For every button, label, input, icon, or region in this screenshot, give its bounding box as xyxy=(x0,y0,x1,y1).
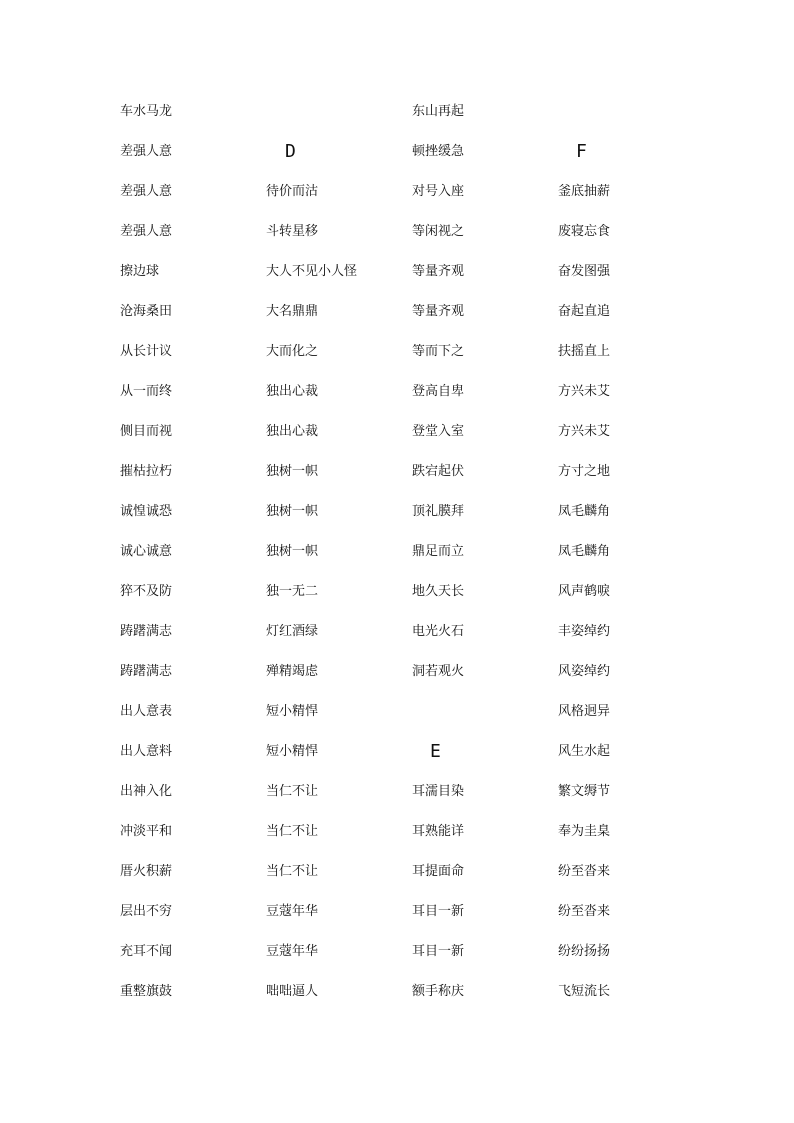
idiom-entry: 短小精悍 xyxy=(266,704,319,719)
idiom-entry: 繁文缛节 xyxy=(558,784,611,799)
idiom-entry: 层出不穷 xyxy=(120,904,173,919)
idiom-entry: 纷至沓来 xyxy=(558,904,611,919)
idiom-entry: 洞若观火 xyxy=(412,664,465,679)
idiom-entry: 猝不及防 xyxy=(120,584,173,599)
idiom-entry: 独树一帜 xyxy=(266,464,319,479)
idiom-entry: 等而下之 xyxy=(412,344,465,359)
idiom-column-3 xyxy=(412,92,552,1012)
idiom-entry: 风姿绰约 xyxy=(558,664,611,679)
idiom-column-4 xyxy=(558,92,698,1012)
idiom-entry: 出人意料 xyxy=(120,744,173,759)
idiom-entry: 出人意表 xyxy=(120,704,173,719)
idiom-entry: 独树一帜 xyxy=(266,544,319,559)
idiom-entry: 厝火积薪 xyxy=(120,864,173,879)
idiom-entry: 咄咄逼人 xyxy=(266,984,319,999)
idiom-entry: 登高自卑 xyxy=(412,384,465,399)
idiom-entry: 灯红酒绿 xyxy=(266,624,319,639)
idiom-entry: 纷至沓来 xyxy=(558,864,611,879)
idiom-entry: 登堂入室 xyxy=(412,424,465,439)
idiom-entry: 鼎足而立 xyxy=(412,544,465,559)
idiom-entry: 重整旗鼓 xyxy=(120,984,173,999)
idiom-entry: 耳目一新 xyxy=(412,944,465,959)
idiom-entry: 待价而沽 xyxy=(266,184,319,199)
idiom-entry: 差强人意 xyxy=(120,144,173,159)
idiom-entry: 差强人意 xyxy=(120,224,173,239)
idiom-entry: 凤毛麟角 xyxy=(558,544,611,559)
idiom-entry: 独一无二 xyxy=(266,584,319,599)
idiom-entry: 扶摇直上 xyxy=(558,344,611,359)
idiom-entry: 废寝忘食 xyxy=(558,224,611,239)
idiom-entry: 独树一帜 xyxy=(266,504,319,519)
idiom-entry: 顿挫缓急 xyxy=(412,144,465,159)
idiom-entry: 殚精竭虑 xyxy=(266,664,319,679)
idiom-entry: 踌躇满志 xyxy=(120,624,173,639)
section-letter-heading: E xyxy=(430,741,441,762)
idiom-entry: 方兴未艾 xyxy=(558,424,611,439)
idiom-entry: 豆蔻年华 xyxy=(266,944,319,959)
idiom-entry: 额手称庆 xyxy=(412,984,465,999)
idiom-entry: 豆蔻年华 xyxy=(266,904,319,919)
idiom-entry: 诚惶诚恐 xyxy=(120,504,173,519)
idiom-entry: 对号入座 xyxy=(412,184,465,199)
idiom-entry: 方兴未艾 xyxy=(558,384,611,399)
idiom-entry: 从一而终 xyxy=(120,384,173,399)
idiom-entry: 从长计议 xyxy=(120,344,173,359)
idiom-entry: 耳目一新 xyxy=(412,904,465,919)
idiom-entry: 摧枯拉朽 xyxy=(120,464,173,479)
idiom-entry: 独出心裁 xyxy=(266,424,319,439)
idiom-entry: 车水马龙 xyxy=(120,104,173,119)
blank-row xyxy=(558,92,698,132)
idiom-entry: 釜底抽薪 xyxy=(558,184,611,199)
idiom-entry: 沧海桑田 xyxy=(120,304,173,319)
idiom-entry: 跌宕起伏 xyxy=(412,464,465,479)
idiom-entry: 当仁不让 xyxy=(266,824,319,839)
section-letter-heading: D xyxy=(285,141,296,162)
idiom-entry: 方寸之地 xyxy=(558,464,611,479)
idiom-entry: 电光火石 xyxy=(412,624,465,639)
idiom-entry: 当仁不让 xyxy=(266,784,319,799)
idiom-entry: 奉为圭臬 xyxy=(558,824,611,839)
idiom-entry: 斗转星移 xyxy=(266,224,319,239)
idiom-entry: 耳提面命 xyxy=(412,864,465,879)
idiom-entry: 耳熟能详 xyxy=(412,824,465,839)
idiom-entry: 地久天长 xyxy=(412,584,465,599)
idiom-entry: 顶礼膜拜 xyxy=(412,504,465,519)
idiom-entry: 凤毛麟角 xyxy=(558,504,611,519)
idiom-entry: 等量齐观 xyxy=(412,304,465,319)
idiom-entry: 风格迥异 xyxy=(558,704,611,719)
idiom-entry: 踌躇满志 xyxy=(120,664,173,679)
idiom-entry: 当仁不让 xyxy=(266,864,319,879)
idiom-column-2 xyxy=(266,92,406,1012)
idiom-entry: 奋起直追 xyxy=(558,304,611,319)
idiom-entry: 大人不见小人怪 xyxy=(266,264,358,279)
idiom-entry: 等闲视之 xyxy=(412,224,465,239)
idiom-entry: 出神入化 xyxy=(120,784,173,799)
idiom-entry: 风声鹤唳 xyxy=(558,584,611,599)
idiom-entry: 东山再起 xyxy=(412,104,465,119)
idiom-entry: 耳濡目染 xyxy=(412,784,465,799)
idiom-column-1 xyxy=(120,92,260,1012)
idiom-entry: 诚心诚意 xyxy=(120,544,173,559)
idiom-entry: 飞短流长 xyxy=(558,984,611,999)
idiom-entry: 丰姿绰约 xyxy=(558,624,611,639)
idiom-entry: 差强人意 xyxy=(120,184,173,199)
idiom-entry: 等量齐观 xyxy=(412,264,465,279)
idiom-entry: 纷纷扬扬 xyxy=(558,944,611,959)
idiom-entry: 奋发图强 xyxy=(558,264,611,279)
idiom-entry: 冲淡平和 xyxy=(120,824,173,839)
idiom-entry: 擦边球 xyxy=(120,264,160,279)
idiom-entry: 大名鼎鼎 xyxy=(266,304,319,319)
idiom-entry: 风生水起 xyxy=(558,744,611,759)
idiom-entry: 大而化之 xyxy=(266,344,319,359)
idiom-entry: 侧目而视 xyxy=(120,424,173,439)
blank-row xyxy=(266,92,406,132)
blank-row xyxy=(412,692,552,732)
idiom-entry: 独出心裁 xyxy=(266,384,319,399)
idiom-entry: 充耳不闻 xyxy=(120,944,173,959)
section-letter-heading: F xyxy=(576,141,587,162)
idiom-entry: 短小精悍 xyxy=(266,744,319,759)
